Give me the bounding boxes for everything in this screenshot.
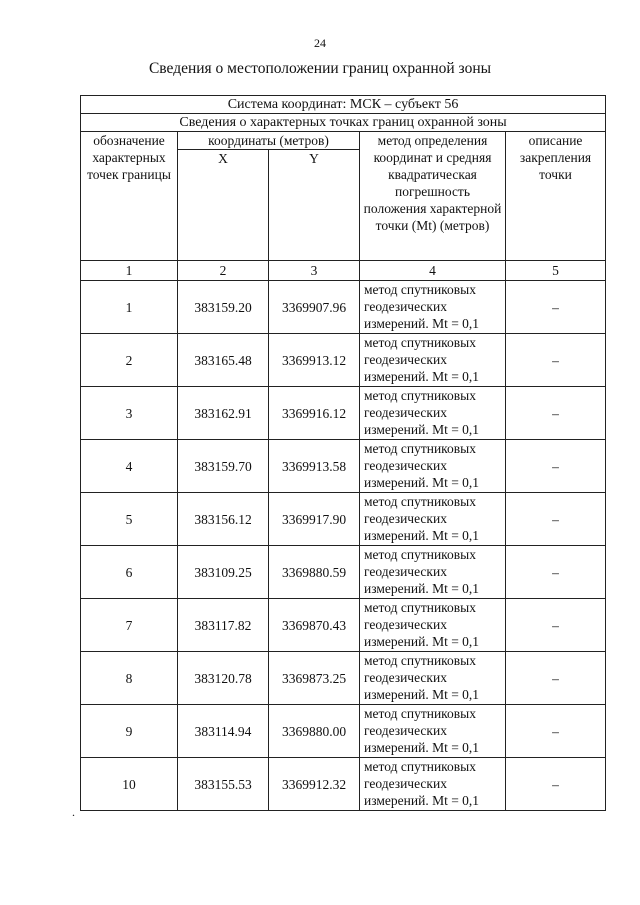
table-row xyxy=(81,493,606,546)
x-coordinate-cell: 383159.20 xyxy=(178,281,269,334)
column-index: 4 xyxy=(360,261,506,281)
fixing-cell: – xyxy=(506,599,606,652)
column-index: 1 xyxy=(81,261,178,281)
table-row xyxy=(81,440,606,493)
column-index: 5 xyxy=(506,261,606,281)
header-fixing: описание закрепления точки xyxy=(506,132,606,261)
x-coordinate-cell: 383117.82 xyxy=(178,599,269,652)
table-row xyxy=(81,546,606,599)
y-coordinate-cell: 3369880.00 xyxy=(269,705,360,758)
x-coordinate-cell: 383155.53 xyxy=(178,758,269,811)
header-row xyxy=(81,132,606,150)
x-coordinate-cell: 383162.91 xyxy=(178,387,269,440)
stray-mark: . xyxy=(72,805,75,819)
point-cell: 3 xyxy=(81,387,178,440)
coordinate-system-cell: Система координат: МСК – субъект 56 xyxy=(81,96,606,114)
method-cell: метод спутниковых геодезических измерений. Мt = 0,1 xyxy=(360,546,506,599)
header-x: X xyxy=(178,150,269,261)
x-coordinate-cell: 383165.48 xyxy=(178,334,269,387)
document-title: Сведения о местоположении границ охранной зоны xyxy=(148,60,492,77)
method-cell: метод спутниковых геодезических измерений. Мt = 0,1 xyxy=(360,387,506,440)
fixing-cell: – xyxy=(506,705,606,758)
point-cell: 8 xyxy=(81,652,178,705)
section-title-cell: Сведения о характерных точках границ охранной зоны xyxy=(81,114,606,132)
table-row xyxy=(81,334,606,387)
column-index: 2 xyxy=(178,261,269,281)
fixing-cell: – xyxy=(506,652,606,705)
fixing-cell: – xyxy=(506,281,606,334)
boundary-points-table xyxy=(80,95,606,811)
y-coordinate-cell: 3369912.32 xyxy=(269,758,360,811)
method-cell: метод спутниковых геодезических измерений. Мt = 0,1 xyxy=(360,334,506,387)
method-cell: метод спутниковых геодезических измерений. Мt = 0,1 xyxy=(360,493,506,546)
point-cell: 2 xyxy=(81,334,178,387)
x-coordinate-cell: 383114.94 xyxy=(178,705,269,758)
fixing-cell: – xyxy=(506,546,606,599)
method-cell: метод спутниковых геодезических измерений. Мt = 0,1 xyxy=(360,440,506,493)
x-coordinate-cell: 383109.25 xyxy=(178,546,269,599)
point-cell: 5 xyxy=(81,493,178,546)
header-method: метод определения координат и средняя квадратическая погрешность положения характерной точки (Мt) (метров) xyxy=(360,132,506,261)
table-row xyxy=(81,599,606,652)
y-coordinate-cell: 3369873.25 xyxy=(269,652,360,705)
page-number: 24 xyxy=(314,36,326,50)
fixing-cell: – xyxy=(506,387,606,440)
table-row xyxy=(81,652,606,705)
point-cell: 6 xyxy=(81,546,178,599)
table-row xyxy=(81,281,606,334)
y-coordinate-cell: 3369917.90 xyxy=(269,493,360,546)
x-coordinate-cell: 383159.70 xyxy=(178,440,269,493)
y-coordinate-cell: 3369913.12 xyxy=(269,334,360,387)
point-cell: 4 xyxy=(81,440,178,493)
method-cell: метод спутниковых геодезических измерений. Мt = 0,1 xyxy=(360,599,506,652)
table-row xyxy=(81,387,606,440)
y-coordinate-cell: 3369870.43 xyxy=(269,599,360,652)
y-coordinate-cell: 3369916.12 xyxy=(269,387,360,440)
section-title-row xyxy=(81,114,606,132)
method-cell: метод спутниковых геодезических измерений. Мt = 0,1 xyxy=(360,652,506,705)
point-cell: 1 xyxy=(81,281,178,334)
fixing-cell: – xyxy=(506,493,606,546)
y-coordinate-cell: 3369907.96 xyxy=(269,281,360,334)
fixing-cell: – xyxy=(506,334,606,387)
y-coordinate-cell: 3369880.59 xyxy=(269,546,360,599)
x-coordinate-cell: 383120.78 xyxy=(178,652,269,705)
header-y: Y xyxy=(269,150,360,261)
method-cell: метод спутниковых геодезических измерений. Мt = 0,1 xyxy=(360,705,506,758)
header-coords: координаты (метров) xyxy=(178,132,360,150)
x-coordinate-cell: 383156.12 xyxy=(178,493,269,546)
y-coordinate-cell: 3369913.58 xyxy=(269,440,360,493)
column-index-row xyxy=(81,261,606,281)
method-cell: метод спутниковых геодезических измерений. Мt = 0,1 xyxy=(360,281,506,334)
fixing-cell: – xyxy=(506,758,606,811)
point-cell: 7 xyxy=(81,599,178,652)
fixing-cell: – xyxy=(506,440,606,493)
table-row xyxy=(81,705,606,758)
method-cell: метод спутниковых геодезических измерений. Мt = 0,1 xyxy=(360,758,506,811)
table-row xyxy=(81,758,606,811)
point-cell: 9 xyxy=(81,705,178,758)
point-cell: 10 xyxy=(81,758,178,811)
header-point: обозначение характерных точек границы xyxy=(81,132,178,261)
coordinate-system-row xyxy=(81,96,606,114)
column-index: 3 xyxy=(269,261,360,281)
